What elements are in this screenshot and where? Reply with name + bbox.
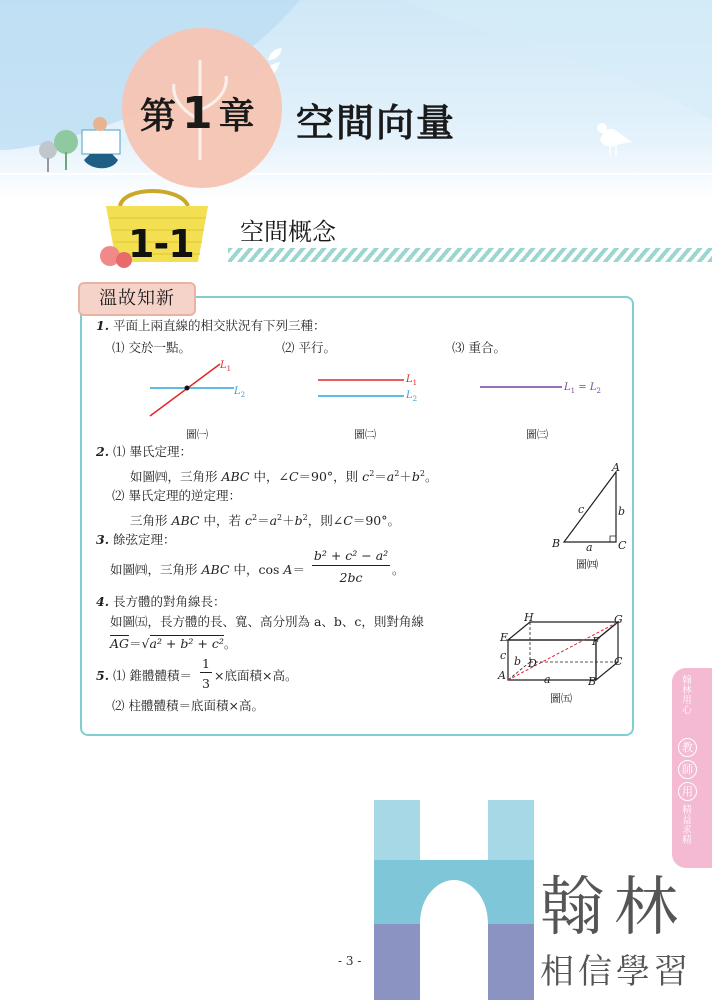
fig5-vertex-h: H — [524, 611, 534, 624]
section-title: 空間概念 — [240, 218, 336, 246]
diagonal-formula: $\overline{AG}=√a^2 + b^2 + c^2$。 — [110, 636, 237, 651]
fig3-caption: 圖㈢ — [526, 428, 548, 441]
fig1-label-l1: $L_1$ — [220, 360, 232, 373]
cuboid-text: 如圖㈤，長方體的長、寬、高分別為 a、b、c，則對角線 — [110, 614, 424, 629]
fig5-caption: 圖㈤ — [550, 692, 572, 705]
fig4-vertex-b: B — [552, 537, 561, 550]
chapter-number: 第 1 章 — [140, 88, 255, 139]
cos-numerator: b² + c² − a² — [312, 548, 390, 566]
cos-denominator: 2bc — [339, 570, 363, 585]
side-tab-top: 翰林用心 — [682, 675, 692, 716]
section-number: 1-1 — [128, 222, 194, 266]
prism-volume: ⑵ 柱體體積＝底面積×高。 — [112, 698, 264, 713]
item-2: 2. ⑴ 畢氏定理： — [96, 444, 193, 459]
brand-slogan: 相信學習 — [540, 952, 692, 992]
figure-2 — [316, 370, 406, 400]
fig4-vertex-c: C — [618, 539, 627, 552]
fig2-label-l1: $L_1$ — [406, 374, 418, 387]
item-1-option-1: ⑴ 交於一點。 — [112, 340, 191, 355]
item-5: 5. ⑴ 錐體體積＝ — [96, 668, 193, 683]
fig4-side-c: c — [578, 503, 585, 516]
fraction-denominator: 3 — [202, 676, 210, 691]
fig2-label-l2: $L_2$ — [406, 390, 418, 403]
fig4-caption: 圖㈣ — [576, 558, 598, 571]
pythagorean-theorem: 如圖㈣，三角形 ABC 中，∠C＝90°，則 $c^2=a^2+b^2$。 — [130, 469, 438, 485]
item-3: 3. 餘弦定理： — [96, 532, 176, 547]
brand-name: 翰林 — [540, 871, 688, 945]
fig5-edge-a: a — [544, 673, 551, 686]
fraction-numerator: 1 — [200, 656, 212, 673]
hanlin-arch-logo-icon — [374, 800, 534, 1000]
fig5-vertex-d: D — [528, 657, 537, 670]
section-stripe — [228, 248, 712, 262]
figure-3 — [478, 380, 564, 394]
fig3-label: $L_1 = L_2$ — [564, 382, 601, 395]
law-of-cosines: 如圖㈣，三角形 ABC 中，cos A＝ — [110, 562, 305, 577]
chapter-title: 空間向量 — [296, 101, 457, 145]
fig2-caption: 圖㈡ — [354, 428, 376, 441]
fig4-side-a: a — [586, 541, 593, 554]
fig4-side-b: b — [618, 505, 626, 518]
item-1-option-3: ⑶ 重合。 — [452, 340, 506, 355]
review-tag: 溫故知新 — [78, 282, 196, 316]
item-1: 1. 平面上兩直線的相交狀況有下列三種： — [96, 318, 326, 333]
fig5-vertex-e: E — [500, 631, 509, 644]
side-tab-char-2: 師 — [678, 760, 697, 779]
bird-icon — [597, 123, 632, 156]
fig4-vertex-a: A — [612, 461, 620, 474]
fig5-edge-c: c — [500, 649, 507, 662]
cone-volume-rest: ×底面積×高。 — [214, 668, 298, 683]
side-tab-char-3: 用 — [678, 782, 697, 801]
item-1-option-2: ⑵ 平行。 — [282, 340, 336, 355]
side-tab-bottom: 精益求精 — [682, 805, 692, 846]
fig5-vertex-b: B — [588, 675, 597, 688]
side-tab-char-1: 教 — [678, 738, 697, 757]
fig5-vertex-f: F — [592, 635, 600, 648]
fig5-edge-b: b — [514, 655, 522, 668]
converse-title: ⑵ 畢氏定理的逆定理： — [112, 488, 241, 503]
fig5-vertex-c: C — [614, 655, 623, 668]
fig1-label-l2: $L_2$ — [234, 386, 246, 399]
item-4: 4. 長方體的對角線長： — [96, 594, 226, 609]
cos-end: 。 — [392, 562, 405, 577]
fig1-caption: 圖㈠ — [186, 428, 208, 441]
pythagorean-converse: 三角形 ABC 中，若 $c^2=a^2+b^2$，則∠C＝90°。 — [130, 513, 400, 529]
fig5-vertex-g: G — [614, 613, 623, 626]
page-number: - 3 - — [338, 954, 362, 968]
fig5-vertex-a: A — [498, 669, 506, 682]
